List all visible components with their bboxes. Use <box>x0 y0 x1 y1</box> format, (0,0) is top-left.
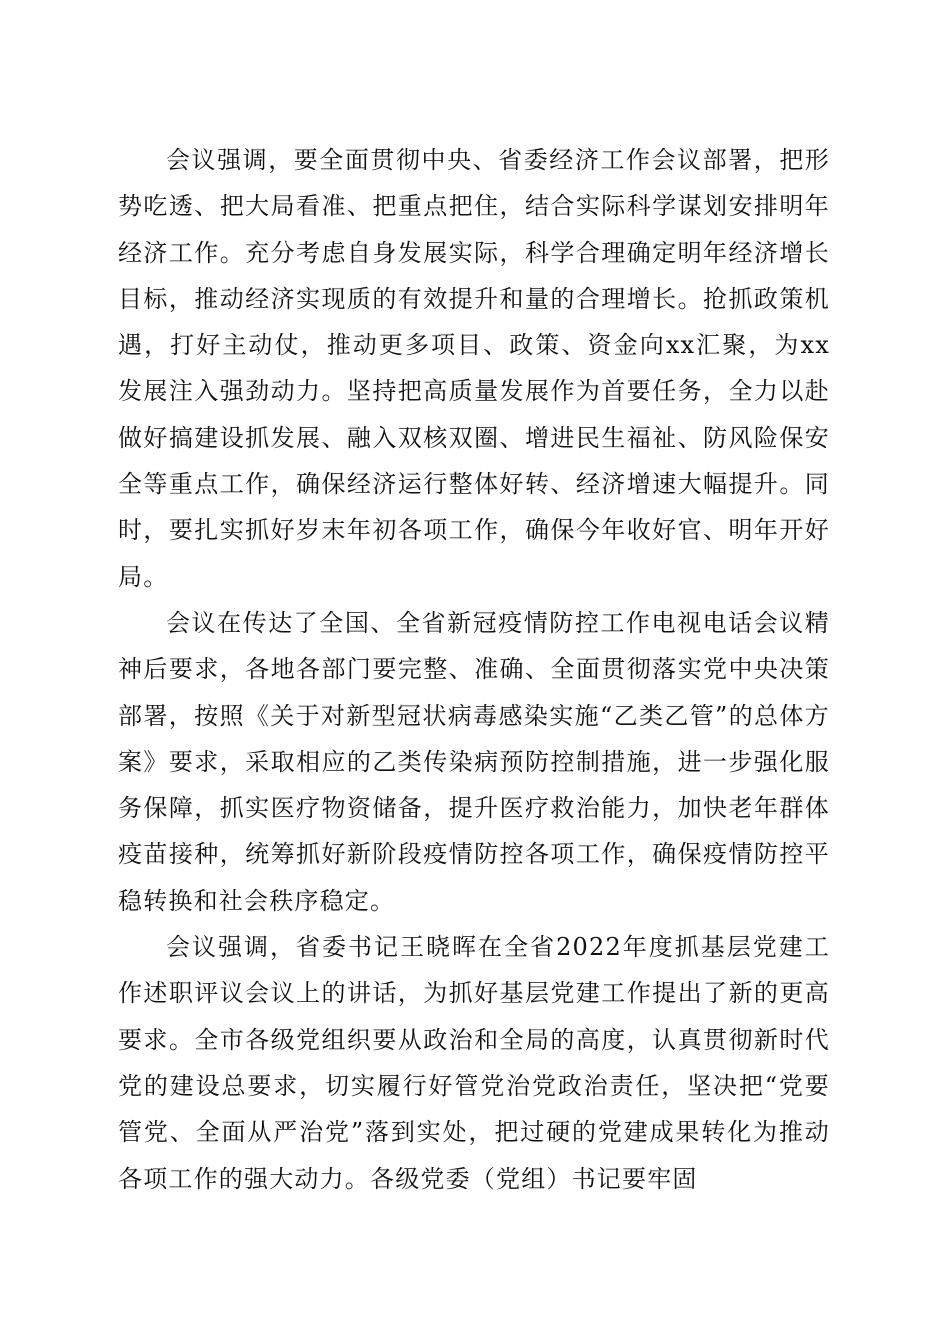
paragraph-epidemic-control: 会议在传达了全国、全省新冠疫情防控工作电视电话会议精神后要求，各地各部门要完整、准确、全面贯彻落实党中央决策部署，按照《关于对新型冠状病毒感染实施“乙类乙管”的总体方案》要求，采取相应的乙类传染病预防控制措施，进一步强化服务保障，抓实医疗物资储备，提升医疗救治能力，加快老年群体疫苗接种，统筹抓好新阶段疫情防控各项工作，确保疫情防控平稳转换和社会秩序稳定。 <box>118 608 830 915</box>
paragraph-economic-work: 会议强调，要全面贯彻中央、省委经济工作会议部署，把形势吃透、把大局看准、把重点把住，结合实际科学谋划安排明年经济工作。充分考虑自身发展实际，科学合理确定明年经济增长目标，推动经济实现质的有效提升和量的合理增长。抢抓政策机遇，打好主动仗，推动更多项目、政策、资金向xx汇聚，为xx发展注入强劲动力。坚持把高质量发展作为首要任务，全力以赴做好搞建设抓发展、融入双核双圈、增进民生福祉、防风险保安全等重点工作，确保经济运行整体好转、经济增速大幅提升。同时，要扎实抓好岁末年初各项工作，确保今年收好官、明年开好局。 <box>118 146 830 591</box>
paragraph-party-building: 会议强调，省委书记王晓晖在全省2022年度抓基层党建工作述职评议会议上的讲话，为抓好基层党建工作提出了新的更高要求。全市各级党组织要从政治和全局的高度，认真贯彻新时代党的建设总要求，切实履行好管党治党政治责任，坚决把“党要管党、全面从严治党”落到实处，把过硬的党建成果转化为推动各项工作的强大动力。各级党委（党组）书记要牢固 <box>118 933 830 1193</box>
document-body <box>118 137 830 1202</box>
